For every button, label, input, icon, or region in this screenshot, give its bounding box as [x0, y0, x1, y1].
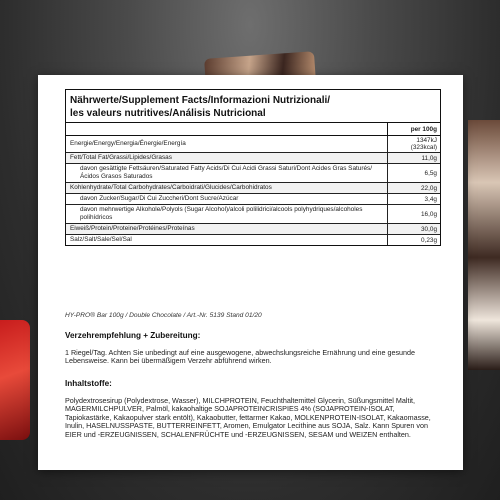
nutrition-table: [65, 89, 441, 246]
table-row: davon gesättigte Fettsäuren/Saturated Fatty Acids/Di Cui Acidi Grassi Saturi/Dont Acides Gras Saturés/Ácidos Grasos Saturados 6,5g: [66, 164, 440, 183]
per-100g-header: per 100g: [387, 123, 440, 135]
protein-bar-right: [468, 120, 500, 370]
label-card: [38, 75, 463, 470]
table-row: Energie/Energy/Energia/Énergie/Energía 1347kJ (323kcal): [66, 136, 440, 153]
table-header: [66, 122, 440, 136]
table-row: Fett/Total Fat/Grassi/Lipides/Grasas 11,0g: [66, 153, 440, 164]
table-row: davon Zucker/Sugar/Di Cui Zuccheri/Dont Sucre/Azúcar 3,4g: [66, 194, 440, 205]
table-title: Nährwerte/Supplement Facts/Informazioni Nutrizionali/ les valeurs nutritives/Análisis Nutricional: [70, 95, 331, 119]
protein-bar-wrapper-left: [0, 320, 30, 440]
product-caption: HY-PRO® Bar 100g / Double Chocolate / Art.-Nr. 5139 Stand 01/20: [65, 312, 262, 319]
table-row: Kohlenhydrate/Total Carbohydrates/Carboidrati/Glucides/Carbohidratos 22,0g: [66, 183, 440, 194]
recommendation-title: Verzehrempfehlung + Zubereitung:: [65, 331, 201, 340]
table-row: davon mehrwertige Alkohole/Polyols (Sugar Alcohol)/alcoli polilidrici/alcools polyhydriques/alcoholes polihídricos 16,0g: [66, 205, 440, 224]
ingredients-text: Polydextrosesirup (Polydextrose, Wasser), MILCHPROTEIN, Feuchthaltemittel Glycerin, Süßungsmittel Maltit, MAGERMILCHPULVER, Palmöl, kakaohaltige SOJAPROTEINCRISPIES 4% (SOJAPROTEIN-ISOLAT, Tapiokastärke, Kakaopulver stark entölt), Kakaobutter, fettarmer Kakao, MOLKENPROTEIN-ISOLAT, Kakaomasse, Inulin, HASELNUSSPASTE, BUTTERREINFETT, Aromen, Emulgator Lecithine aus SOJA, Salz. Kann Spuren von EIER und -ERZEUGNISSEN, SCHALENFRÜCHTE und -ERZEUGNISSEN, SESAM und WEIZEN enthalten.: [65, 396, 431, 439]
recommendation-text: 1 Riegel/Tag. Achten Sie unbedingt auf eine ausgewogene, abwechslungsreiche Ernährung und eine gesunde Lebensweise. Kann bei übermäßigem Verzehr abführend wirken.: [65, 348, 416, 366]
ingredients-title: Inhaltstoffe:: [65, 379, 112, 388]
table-row: Eiweiß/Protein/Proteine/Protéines/Proteínas 30,0g: [66, 224, 440, 235]
table-row: Salz/Salt/Sale/Sel/Sal 0,23g: [66, 235, 440, 245]
